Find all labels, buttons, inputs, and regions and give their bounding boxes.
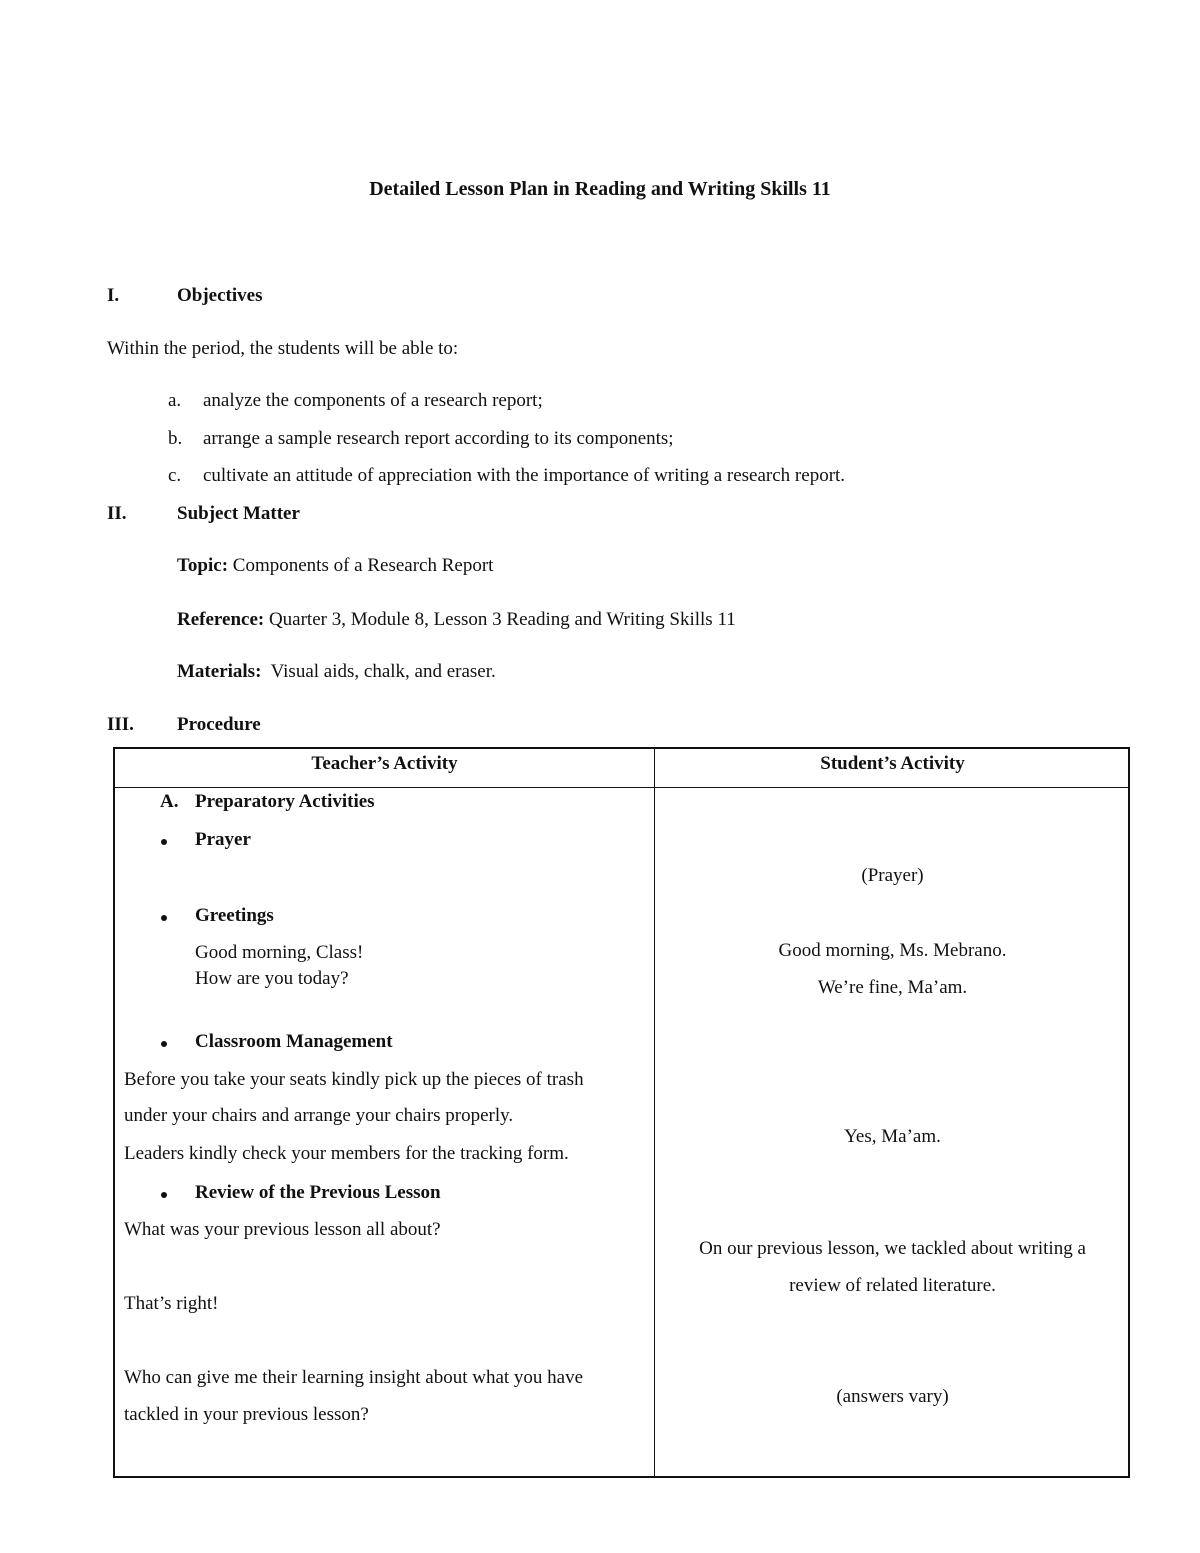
greetings-heading: Greetings (195, 905, 274, 926)
procedure-table (113, 747, 1130, 1478)
review-affirmation: That’s right! (124, 1293, 219, 1314)
section-marker: A. (160, 791, 179, 812)
objective-item-b: arrange a sample research report according to its components; (203, 428, 674, 449)
topic-value: Components of a Research Report (228, 555, 494, 576)
prayer-heading: Prayer (195, 829, 251, 850)
header-divider (115, 787, 1128, 788)
teacher-activity-header: Teacher’s Activity (311, 753, 458, 774)
objective-item-a: analyze the components of a research report; (203, 390, 543, 411)
objective-marker-a: a. (168, 390, 182, 411)
procedure-numeral: III. (107, 714, 134, 735)
review-heading: Review of the Previous Lesson (195, 1182, 441, 1203)
topic-field (177, 555, 493, 577)
topic-label: Topic: (177, 555, 229, 576)
greeting-line-2: How are you today? (195, 968, 349, 989)
materials-label: Materials: (177, 661, 262, 682)
management-line-1: Before you take your seats kindly pick up the pieces of trash (124, 1069, 584, 1090)
insight-student-response: (answers vary) (836, 1386, 949, 1407)
subject-numeral: II. (107, 503, 127, 524)
procedure-heading: Procedure (177, 714, 261, 735)
materials-field (177, 661, 496, 683)
objective-marker-b: b. (168, 428, 183, 449)
objectives-intro: Within the period, the students will be able to: (107, 338, 459, 359)
review-question: What was your previous lesson all about? (124, 1219, 441, 1240)
column-divider (654, 749, 655, 1476)
objective-item-c: cultivate an attitude of appreciation with the importance of writing a research report. (203, 465, 846, 486)
objectives-heading: Objectives (177, 285, 263, 306)
bullet-icon (161, 915, 167, 921)
section-title: Preparatory Activities (195, 791, 375, 812)
reference-label: Reference: (177, 609, 265, 630)
prayer-student-response: (Prayer) (861, 865, 924, 886)
objectives-numeral: I. (107, 285, 120, 306)
bullet-icon (161, 1041, 167, 1047)
document-title: Detailed Lesson Plan in Reading and Writing Skills 11 (369, 178, 831, 200)
reference-field (177, 609, 736, 631)
review-student-response-1: On our previous lesson, we tackled about writing a (699, 1238, 1086, 1259)
management-heading: Classroom Management (195, 1031, 393, 1052)
reference-value: Quarter 3, Module 8, Lesson 3 Reading and Writing Skills 11 (264, 609, 736, 630)
management-student-response: Yes, Ma’am. (844, 1126, 941, 1147)
bullet-icon (161, 1192, 167, 1198)
review-student-response-2: review of related literature. (789, 1275, 996, 1296)
management-line-3: Leaders kindly check your members for the tracking form. (124, 1143, 569, 1164)
greeting-line-1: Good morning, Class! (195, 942, 364, 963)
greeting-student-response-1: Good morning, Ms. Mebrano. (778, 940, 1007, 961)
greeting-student-response-2: We’re fine, Ma’am. (817, 977, 968, 998)
management-line-2: under your chairs and arrange your chairs properly. (124, 1105, 514, 1126)
insight-line-2: tackled in your previous lesson? (124, 1404, 369, 1425)
insight-line-1: Who can give me their learning insight about what you have (124, 1367, 584, 1388)
materials-value: Visual aids, chalk, and eraser. (261, 661, 496, 682)
objective-marker-c: c. (168, 465, 182, 486)
subject-heading: Subject Matter (177, 503, 300, 524)
bullet-icon (161, 839, 167, 845)
student-activity-header: Student’s Activity (820, 753, 965, 774)
